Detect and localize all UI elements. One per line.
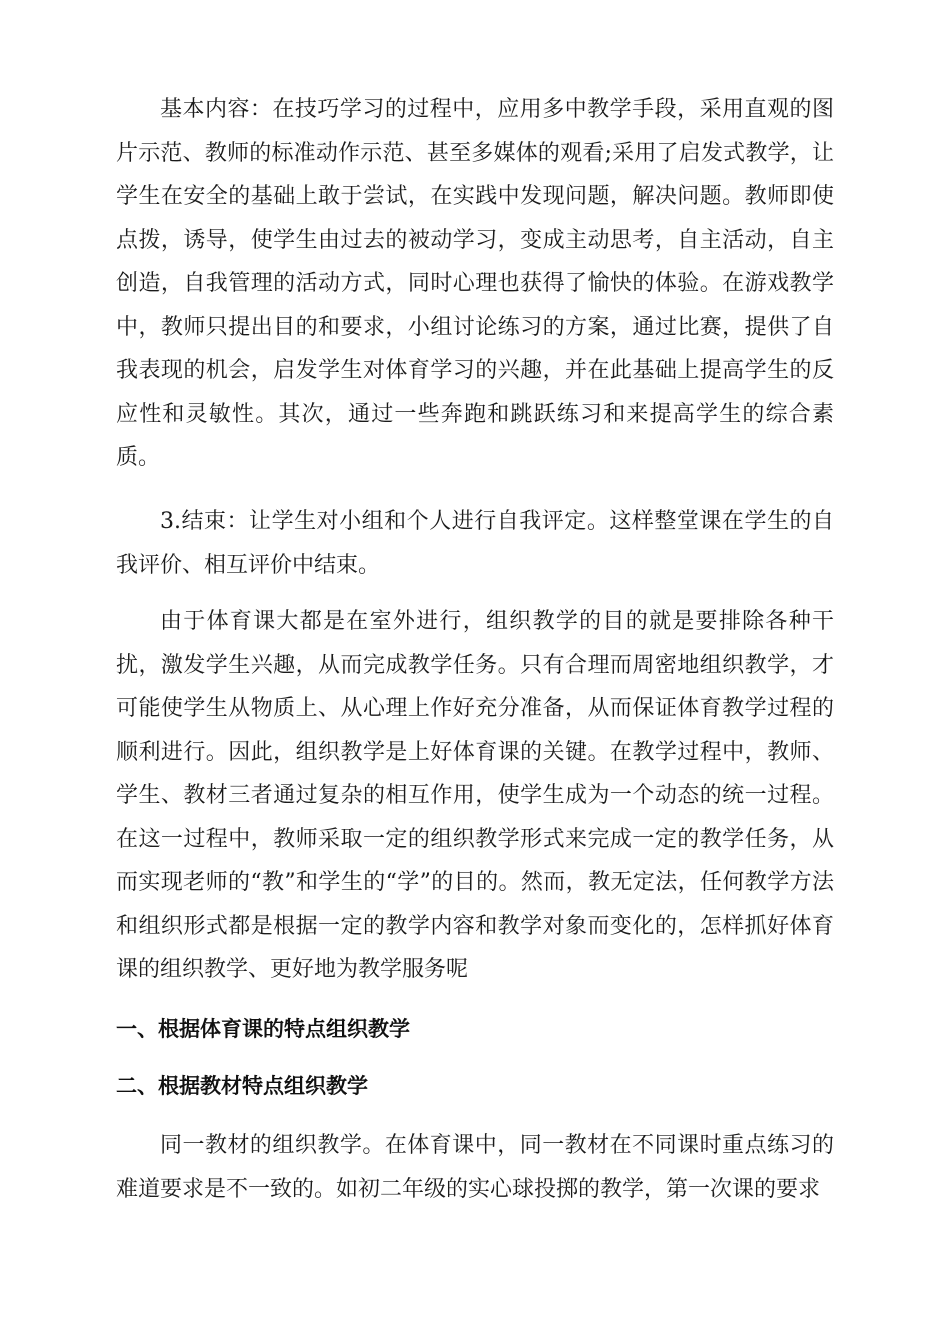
paragraph-basic-content: 基本内容：在技巧学习的过程中，应用多中教学手段，采用直观的图片示范、教师的标准动作示范、甚至多媒体的观看;采用了启发式教学，让学生在安全的基础上敢于尝试，在实践中发现问题，解决问题。教师即使点拨，诱导，使学生由过去的被动学习，变成主动思考，自主活动，自主创造，自我管理的活动方式，同时心理也获得了愉快的体验。在游戏教学中，教师只提出目的和要求，小组讨论练习的方案，通过比赛，提供了自我表现的机会，启发学生对体育学习的兴趣，并在此基础上提高学生的反应性和灵敏性。其次，通过一些奔跑和跳跃练习和来提高学生的综合素质。 xyxy=(116,97,834,470)
paragraph-conclusion: 3.结束：让学生对小组和个人进行自我评定。这样整堂课在学生的自我评价、相互评价中结束。 xyxy=(116,509,834,578)
heading-section-1: 一、根据体育课的特点组织教学 xyxy=(116,1017,410,1041)
paragraph-same-material: 同一教材的组织教学。在体育课中，同一教材在不同课时重点练习的难道要求是不一致的。如初二年级的实心球投掷的教学，第一次课的要求 xyxy=(116,1133,834,1202)
paragraph-organization: 由于体育课大都是在室外进行，组织教学的目的就是要排除各种干扰，激发学生兴趣，从而完成教学任务。只有合理而周密地组织教学，才可能使学生从物质上、从心理上作好充分准备，从而保证体育教学过程的顺利进行。因此，组织教学是上好体育课的关键。在教学过程中，教师、学生、教材三者通过复杂的相互作用，使学生成为一个动态的统一过程。在这一过程中，教师采取一定的组织教学形式来完成一定的教学任务，从而实现老师的“教”和学生的“学”的目的。然而，教无定法，任何教学方法和组织形式都是根据一定的教学内容和教学对象而变化的，怎样抓好体育课的组织教学、更好地为教学服务呢 xyxy=(116,609,834,982)
heading-section-2: 二、根据教材特点组织教学 xyxy=(116,1074,368,1098)
